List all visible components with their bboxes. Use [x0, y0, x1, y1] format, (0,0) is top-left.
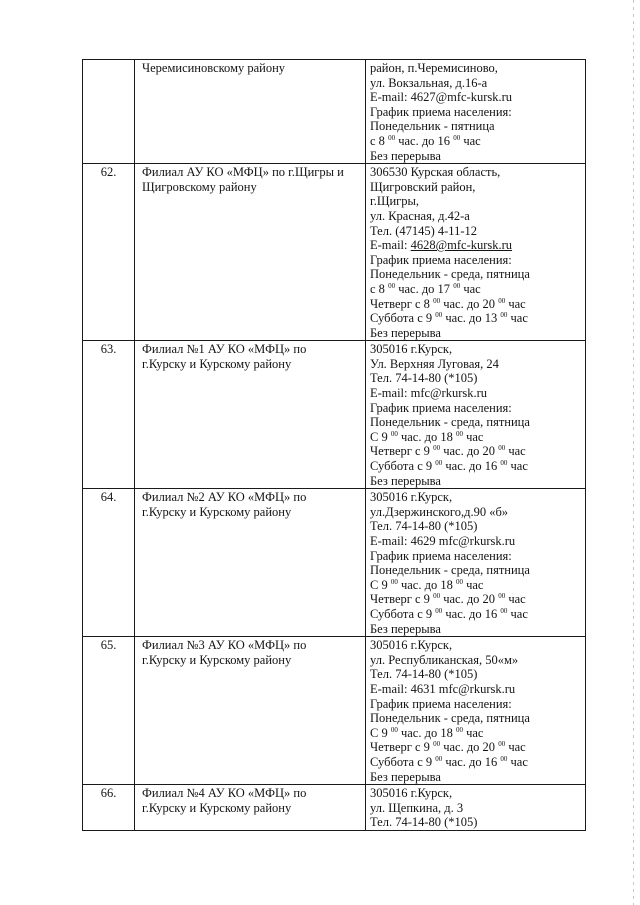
address-line	[370, 638, 583, 653]
branch-name-line: Щигровскому району	[142, 179, 257, 194]
address-line	[370, 490, 583, 505]
address-text: Четверг с 9	[370, 740, 434, 755]
address-text: час	[505, 740, 526, 755]
address-text: ул.Дзержинского,д.90 «б»	[370, 504, 509, 519]
branch-address-cell	[366, 341, 586, 489]
address-text: Тел. 74-14-80 (*105)	[370, 815, 478, 830]
branch-name-cell	[135, 489, 366, 637]
address-text: С 9	[370, 429, 391, 444]
address-line	[370, 238, 583, 253]
time-minutes: 00	[435, 754, 443, 763]
address-text: Четверг с 9	[370, 592, 434, 607]
address-line	[370, 726, 583, 741]
table-row	[83, 637, 586, 785]
time-minutes: 00	[500, 459, 508, 468]
address-text: час. до 16	[395, 133, 454, 148]
address-text: час. до 13	[442, 311, 501, 326]
address-text: час. до 18	[397, 429, 456, 444]
address-line	[370, 357, 583, 372]
address-text: ул. Вокзальная, д.16-а	[370, 75, 488, 90]
address-text: Без перерыва	[370, 325, 441, 340]
address-text: Без перерыва	[370, 148, 441, 163]
address-text: Понедельник - среда, пятница	[370, 711, 530, 726]
time-minutes: 00	[500, 311, 508, 320]
time-minutes: 00	[498, 592, 506, 601]
table-row	[83, 164, 586, 341]
address-text: час. до 16	[442, 606, 501, 621]
address-line	[370, 76, 583, 91]
table-row	[83, 60, 586, 164]
time-minutes: 00	[390, 577, 398, 586]
time-minutes: 00	[435, 606, 443, 615]
address-line	[370, 149, 583, 164]
scan-edge-mark	[633, 0, 634, 905]
address-text: С 9	[370, 725, 391, 740]
address-text: График приема населения:	[370, 104, 512, 119]
table-row	[83, 341, 586, 489]
time-minutes: 00	[435, 311, 443, 320]
row-number: 62.	[100, 165, 117, 180]
address-text: 305016 г.Курск,	[370, 490, 453, 505]
address-line	[370, 667, 583, 682]
address-text: E-mail: 4629 mfc@rkursk.ru	[370, 534, 516, 548]
address-text: ул. Щепкина, д. 3	[370, 800, 464, 815]
address-text: ул. Республиканская, 50«м»	[370, 652, 519, 667]
address-line	[370, 563, 583, 578]
address-text: ул. Красная, д.42-а	[370, 208, 470, 223]
address-text: час	[507, 754, 528, 769]
row-number: 65.	[100, 638, 117, 653]
branch-table	[82, 59, 586, 831]
address-line	[370, 61, 583, 76]
branch-name-line: г.Курску и Курскому району	[142, 504, 292, 519]
time-minutes: 00	[455, 725, 463, 734]
address-line	[370, 622, 583, 637]
time-minutes: 00	[500, 606, 508, 615]
branch-name-line: Филиал №4 АУ КО «МФЦ» по	[142, 786, 307, 801]
row-number-cell	[83, 637, 135, 785]
address-text: час. до 20	[440, 444, 499, 459]
address-line	[370, 519, 583, 534]
branch-name-line: Филиал №1 АУ КО «МФЦ» по	[142, 342, 307, 357]
address-text: График приема населения:	[370, 400, 512, 415]
address-text: час. до 18	[397, 725, 456, 740]
address-text: час	[462, 725, 484, 740]
address-text: час	[505, 296, 526, 311]
address-text: 305016 г.Курск,	[370, 342, 453, 357]
address-line	[370, 786, 583, 801]
address-line	[370, 592, 583, 607]
branch-name-line: Филиал №3 АУ КО «МФЦ» по	[142, 638, 307, 653]
address-text: Понедельник - пятница	[370, 119, 495, 134]
branch-name-line: г.Курску и Курскому району	[142, 800, 292, 815]
row-number-cell	[83, 164, 135, 341]
row-number-cell	[83, 60, 135, 164]
address-line	[370, 770, 583, 785]
address-text: час. до 20	[440, 296, 499, 311]
address-line	[370, 505, 583, 520]
address-line	[370, 415, 583, 430]
row-number: 64.	[100, 490, 117, 505]
address-text: час. до 20	[440, 592, 499, 607]
address-line	[370, 342, 583, 357]
branch-name-cell	[135, 164, 366, 341]
table-row	[83, 489, 586, 637]
address-text: час. до 18	[397, 577, 456, 592]
time-minutes: 00	[388, 133, 396, 142]
row-number-cell	[83, 489, 135, 637]
address-line	[370, 267, 583, 282]
branch-address-cell	[366, 637, 586, 785]
address-line	[370, 282, 583, 297]
address-text: час	[505, 592, 526, 607]
time-minutes: 00	[455, 429, 463, 438]
time-minutes: 00	[433, 740, 441, 749]
row-number-cell	[83, 785, 135, 831]
email-link[interactable]: 4628@mfc-kursk.ru	[410, 238, 513, 253]
branch-address-cell	[366, 164, 586, 341]
address-text: Тел. (47145) 4-11-12	[370, 223, 478, 238]
time-minutes: 00	[435, 459, 443, 468]
address-text: График приема населения:	[370, 252, 512, 267]
address-line	[370, 711, 583, 726]
branch-name-cell	[135, 637, 366, 785]
address-line	[370, 549, 583, 564]
address-line	[370, 534, 583, 549]
time-minutes: 00	[433, 296, 441, 305]
address-line	[370, 180, 583, 195]
address-text: Четверг с 8	[370, 296, 434, 311]
address-text: Понедельник - среда, пятница	[370, 415, 530, 430]
address-line	[370, 474, 583, 489]
address-text: час	[462, 577, 484, 592]
address-line	[370, 253, 583, 268]
address-text: Понедельник - среда, пятница	[370, 563, 530, 578]
table-row	[83, 785, 586, 831]
branch-table-body	[83, 60, 586, 831]
address-line	[370, 119, 583, 134]
address-line	[370, 444, 583, 459]
address-line	[370, 815, 583, 830]
branch-address-cell	[366, 489, 586, 637]
address-text: Щигровский район,	[370, 179, 476, 194]
address-text: Понедельник - среда, пятница	[370, 267, 530, 282]
row-number: 63.	[100, 342, 117, 357]
address-text: Четверг с 9	[370, 444, 434, 459]
address-text: час. до 16	[442, 754, 501, 769]
branch-address-cell	[366, 60, 586, 164]
branch-name-cell	[135, 785, 366, 831]
address-line	[370, 134, 583, 149]
address-text: С 9	[370, 577, 391, 592]
time-minutes: 00	[390, 429, 398, 438]
address-line	[370, 755, 583, 770]
address-line	[370, 297, 583, 312]
address-text: Ул. Верхняя Луговая, 24	[370, 356, 499, 371]
address-text: час. до 17	[395, 281, 454, 296]
branch-name-line: Филиал АУ КО «МФЦ» по г.Щигры и	[142, 165, 344, 180]
address-text: час	[505, 444, 526, 459]
address-line	[370, 578, 583, 593]
branch-name-line: Черемисиновскому району	[142, 61, 286, 75]
address-line	[370, 801, 583, 816]
time-minutes: 00	[498, 740, 506, 749]
address-line	[370, 105, 583, 120]
branch-name-line: г.Курску и Курскому району	[142, 356, 292, 371]
address-text: График приема населения:	[370, 548, 512, 563]
branch-address-cell	[366, 785, 586, 831]
time-minutes: 00	[498, 296, 506, 305]
address-text: 306530 Курская область,	[370, 165, 501, 180]
time-minutes: 00	[500, 754, 508, 763]
address-text: Суббота с 9	[370, 754, 436, 769]
time-minutes: 00	[455, 577, 463, 586]
address-text: Суббота с 9	[370, 606, 436, 621]
address-line	[370, 607, 583, 622]
address-text: Тел. 74-14-80 (*105)	[370, 371, 478, 386]
branch-name-line: Филиал №2 АУ КО «МФЦ» по	[142, 490, 307, 505]
address-text: час. до 20	[440, 740, 499, 755]
address-line	[370, 740, 583, 755]
address-text: г.Щигры,	[370, 194, 420, 209]
address-text: 305016 г.Курск,	[370, 638, 453, 653]
address-text: 305016 г.Курск,	[370, 786, 453, 801]
address-text: Тел. 74-14-80 (*105)	[370, 667, 478, 682]
address-line	[370, 386, 583, 401]
address-line	[370, 653, 583, 668]
time-minutes: 00	[453, 133, 461, 142]
address-text: час	[460, 133, 481, 148]
address-text: час. до 16	[442, 459, 501, 474]
time-minutes: 00	[498, 444, 506, 453]
address-text: E-mail:	[370, 238, 411, 253]
address-text: час	[507, 311, 528, 326]
address-line	[370, 697, 583, 712]
address-text: Без перерыва	[370, 621, 441, 636]
address-text: Суббота с 9	[370, 311, 436, 326]
address-line	[370, 430, 583, 445]
address-text: Суббота с 9	[370, 459, 436, 474]
address-text: E-mail: 4631 mfc@rkursk.ru	[370, 681, 516, 696]
branch-name-cell	[135, 60, 366, 164]
address-line	[370, 165, 583, 180]
time-minutes: 00	[390, 725, 398, 734]
address-line	[370, 459, 583, 474]
address-line	[370, 311, 583, 326]
address-text: с 8	[370, 281, 389, 296]
address-text: График приема населения:	[370, 696, 512, 711]
address-line	[370, 224, 583, 239]
address-text: E-mail: 4627@mfc-kursk.ru	[370, 90, 513, 105]
address-text: Без перерыва	[370, 769, 441, 784]
address-line	[370, 194, 583, 209]
row-number: 66.	[100, 786, 117, 801]
address-line	[370, 209, 583, 224]
address-text: час	[507, 459, 528, 474]
time-minutes: 00	[453, 281, 461, 290]
address-text: Без перерыва	[370, 473, 441, 488]
address-line	[370, 326, 583, 341]
address-text: с 8	[370, 133, 389, 148]
time-minutes: 00	[388, 281, 396, 290]
address-text: Тел. 74-14-80 (*105)	[370, 519, 478, 534]
address-text: час	[460, 281, 481, 296]
address-text: час	[507, 606, 528, 621]
row-number-cell	[83, 341, 135, 489]
time-minutes: 00	[433, 592, 441, 601]
time-minutes: 00	[433, 444, 441, 453]
branch-name-line: г.Курску и Курскому району	[142, 652, 292, 667]
address-text: E-mail: mfc@rkursk.ru	[370, 386, 488, 401]
address-line	[370, 682, 583, 697]
address-line	[370, 401, 583, 416]
address-text: район, п.Черемисиново,	[370, 61, 498, 75]
branch-name-cell	[135, 341, 366, 489]
address-line	[370, 90, 583, 105]
address-text: час	[462, 429, 484, 444]
address-line	[370, 371, 583, 386]
